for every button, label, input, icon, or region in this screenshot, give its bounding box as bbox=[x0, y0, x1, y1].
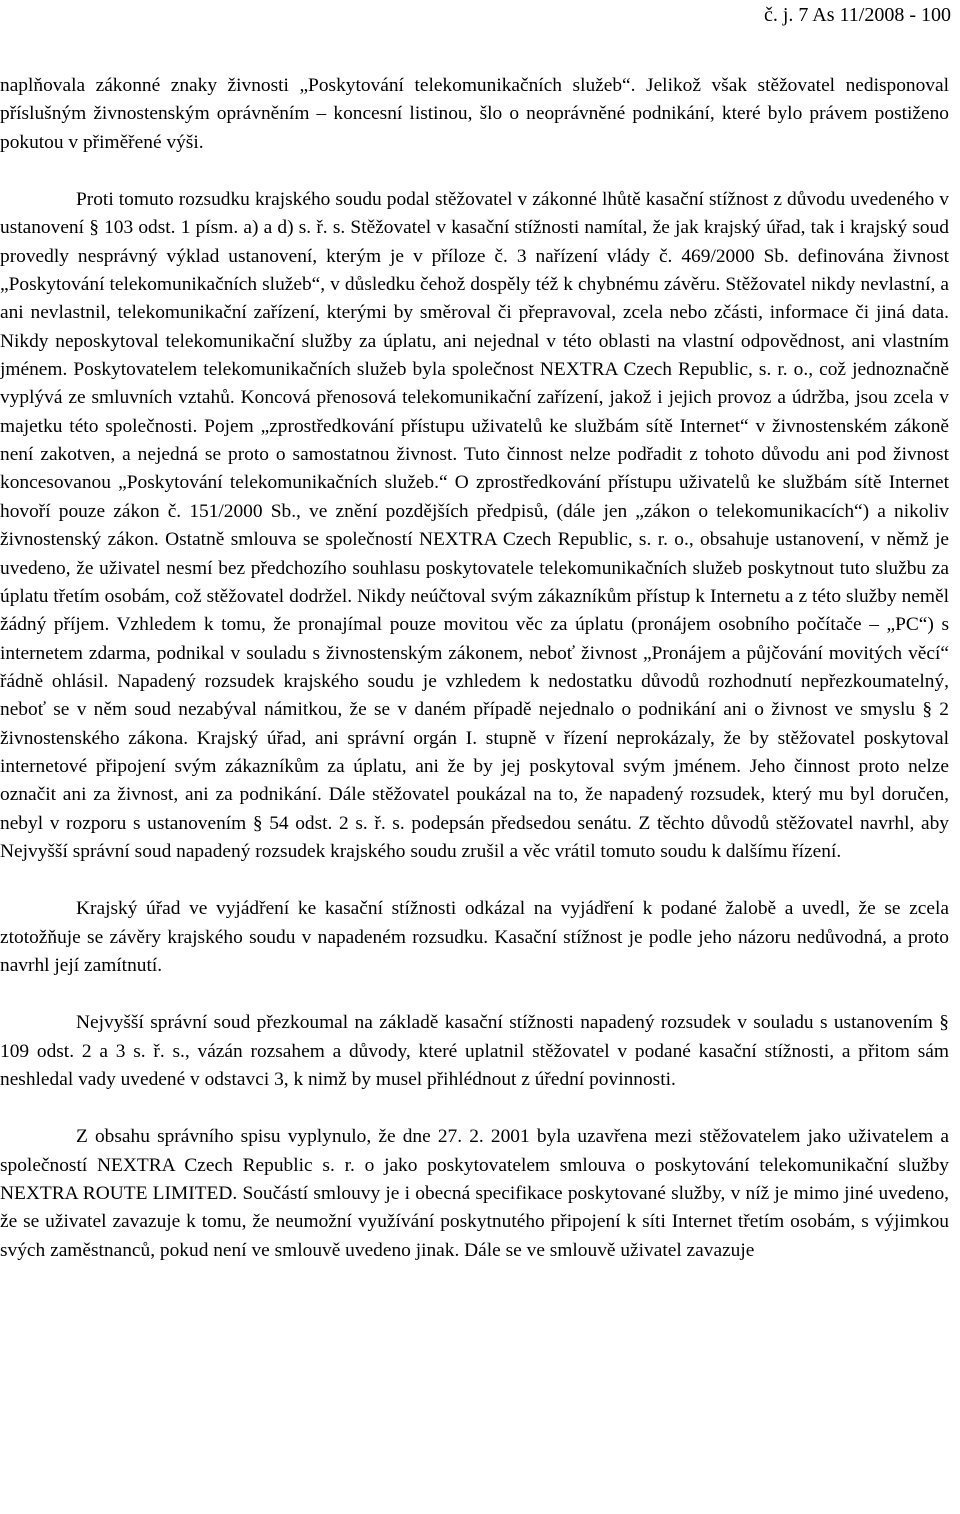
paragraph-gap bbox=[0, 157, 949, 186]
paragraph-gap bbox=[0, 980, 949, 1009]
paragraph-regional-office-response: Krajský úřad ve vyjádření ke kasační stížnosti odkázal na vyjádření k podané žalobě a uvedl, že se zcela ztotožňuje se závěry krajského soudu v napadeném rozsudku. Kasační stížnost je podle jeho názoru nedůvodná, a proto navrhl její zamítnutí. bbox=[0, 898, 949, 976]
paragraph-administrative-file: Z obsahu správního spisu vyplynulo, že dne 27. 2. 2001 byla uzavřena mezi stěžovatelem jako uživatelem a společností NEXTRA Czech Republic s. r. o jako poskytovatelem smlouva o poskytování telekomunikační služby NEXTRA ROUTE LIMITED. Součástí smlouvy je i obecná specifikace poskytované služby, v níž je mimo jiné uvedeno, že se uživatel zavazuje k tomu, že neumožní využívání poskytnutého připojení k síti Internet třetím osobám, s výjimkou svých zaměstnanců, pokud není ve smlouvě uvedeno jinak. Dále se ve smlouvě uživatel zavazuje bbox=[0, 1126, 949, 1261]
case-number-header: č. j. 7 As 11/2008 - 100 bbox=[763, 4, 951, 26]
document-body bbox=[0, 72, 949, 1265]
paragraph-cassation-complaint: Proti tomuto rozsudku krajského soudu podal stěžovatel v zákonné lhůtě kasační stížnost z důvodu uvedeného v ustanovení § 103 odst. 1 písm. a) a d) s. ř. s. Stěžovatel v kasační stížnosti namítal, že jak krajský úřad, tak i krajský soud provedly nesprávný výklad ustanovení, kterým je v příloze č. 3 nařízení vlády č. 469/2000 Sb. definována živnost „Poskytování telekomunikačních služeb“, v důsledku čehož dospěly též k chybnému závěru. Stěžovatel nikdy nevlastní, a ani nevlastnil, telekomunikační zařízení, kterými by směroval či přepravoval, zcela nebo zčásti, informace či jiná data. Nikdy neposkytoval telekomunikační služby za úplatu, ani nejednal v této oblasti na vlastní odpovědnost, ani vlastním jménem. Poskytovatelem telekomunikačních služeb byla společnost NEXTRA Czech Republic, s. r. o., což jednoznačně vyplývá ze smluvních vztahů. Koncová přenosová telekomunikační zařízení, jakož i jejich provoz a údržba, jsou zcela v majetku této společnosti. Pojem „zprostředkování přístupu uživatelů ke službám sítě Internet“ v živnostenském zákoně není zakotven, a nejedná se proto o samostatnou živnost. Tuto činnost nelze podřadit z tohoto důvodu ani pod živnost koncesovanou „Poskytování telekomunikačních služeb.“ O zprostředkování přístupu uživatelů ke službám sítě Internet hovoří pouze zákon č. 151/2000 Sb., ve znění pozdějších předpisů, (dále jen „zákon o telekomunikacích“) a nikoliv živnostenský zákon. Ostatně smlouva se společností NEXTRA Czech Republic, s. r. o., obsahuje ustanovení, v němž je uvedeno, že uživatel nesmí bez předchozího souhlasu poskytovatele telekomunikačních služeb poskytnout tuto službu za úplatu třetím osobám, což stěžovatel dodržel. Nikdy neúčtoval svým zákazníkům přístup k Internetu a z této služby neměl žádný příjem. Vzhledem k tomu, že pronajímal pouze movitou věc za úplatu (pronájem osobního počítače – „PC“) s internetem zdarma, podnikal v souladu s živnostenským zákonem, neboť živnost „Pronájem a půjčování movitých věcí“ řádně ohlásil. Napadený rozsudek krajského soudu je vzhledem k nedostatku důvodů rozhodnutí nepřezkoumatelný, neboť se v něm soud nezabýval námitkou, že se v daném případě nejednalo o podnikání ani o živnost ve smyslu § 2 živnostenského zákona. Krajský úřad, ani správní orgán I. stupně v řízení neprokázaly, že by stěžovatel poskytoval internetové připojení svým zákazníkům za úplatu, ani že by jej poskytoval svým jménem. Jeho činnost proto nelze označit ani za živnost, ani za podnikání. Dále stěžovatel poukázal na to, že napadený rozsudek, který mu byl doručen, nebyl v rozporu s ustanovením § 54 odst. 2 s. ř. s. podepsán předsedou senátu. Z těchto důvodů stěžovatel navrhl, aby Nejvyšší správní soud napadený rozsudek krajského soudu zrušil a věc vrátil tomuto soudu k dalšímu řízení. bbox=[0, 189, 949, 862]
paragraph-continuation: naplňovala zákonné znaky živnosti „Poskytování telekomunikačních služeb“. Jelikož však stěžovatel nedisponoval příslušným živnostenským oprávněním – koncesní listinou, šlo o neoprávněné podnikání, které bylo právem postiženo pokutou v přiměřené výši. bbox=[0, 75, 949, 153]
paragraph-gap bbox=[0, 866, 949, 895]
paragraph-gap bbox=[0, 1094, 949, 1123]
paragraph-court-review: Nejvyšší správní soud přezkoumal na základě kasační stížnosti napadený rozsudek v souladu s ustanovením § 109 odst. 2 a 3 s. ř. s., vázán rozsahem a důvody, které uplatnil stěžovatel v podané kasační stížnosti, a přitom sám neshledal vady uvedené v odstavci 3, k nimž by musel přihlédnout z úřední povinnosti. bbox=[0, 1012, 949, 1090]
